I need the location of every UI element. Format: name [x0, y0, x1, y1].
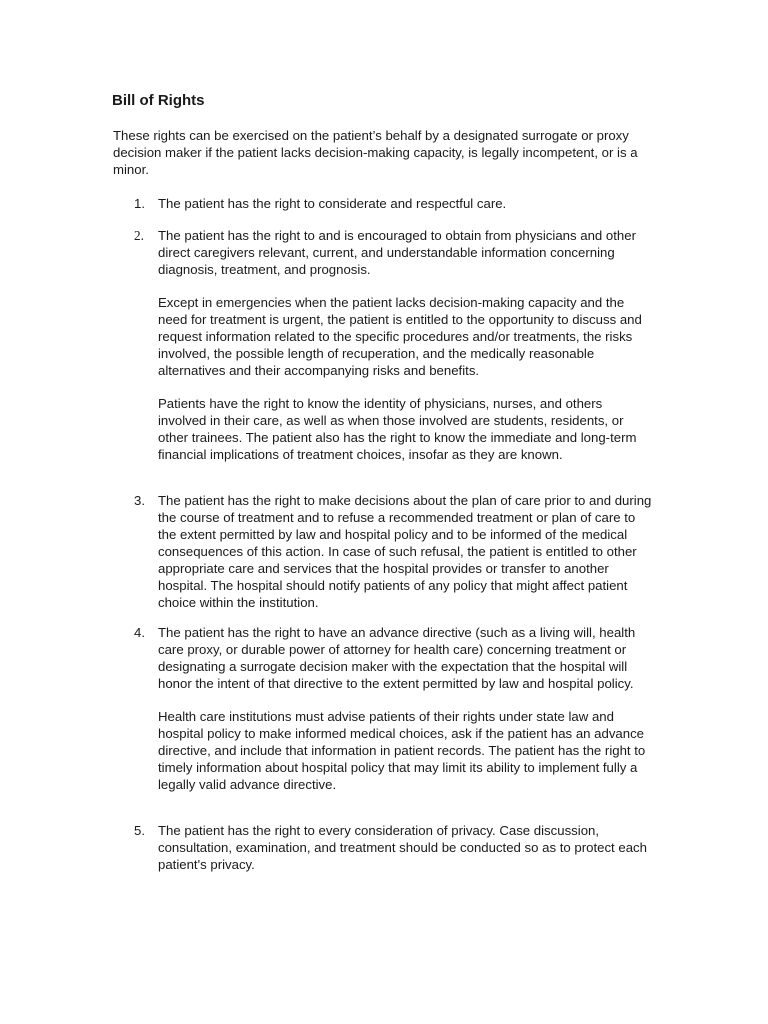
list-item-1: [134, 195, 654, 212]
list-item-number: 1.: [134, 196, 145, 211]
list-item-number: 5.: [134, 823, 145, 838]
list-item-number: 2.: [134, 228, 144, 243]
list-item-number: 3.: [134, 493, 145, 508]
list-item-paragraph: The patient has the right to every consideration of privacy. Case discussion, consultation, examination, and treatment should be conducted so as to protect each patient's privacy.: [158, 823, 647, 872]
page-title: Bill of Rights: [112, 92, 205, 109]
list-item-paragraph: The patient has the right to have an advance directive (such as a living will, health care proxy, or durable power of attorney for health care) concerning treatment or designating a surrogate decision maker with the expectation that the hospital will honor the intent of that directive to the extent permitted by law and hospital policy.: [158, 625, 636, 691]
list-item-4: [134, 624, 654, 793]
intro-paragraph: These rights can be exercised on the patient’s behalf by a designated surrogate or proxy decision maker if the patient lacks decision-making capacity, is legally incompetent, or is a minor.: [113, 128, 638, 177]
list-item-5: [134, 822, 654, 873]
list-item-paragraph: Health care institutions must advise patients of their rights under state law and hospital policy to make informed medical choices, ask if the patient has an advance directive, and include that information in patient records. The patient has the right to timely information about hospital policy that may limit its ability to implement fully a legally valid advance directive.: [158, 709, 646, 792]
list-item-paragraph: The patient has the right to considerate and respectful care.: [158, 196, 507, 211]
list-item-number: 4.: [134, 625, 145, 640]
list-item-2: [134, 227, 654, 463]
list-item-paragraph: Patients have the right to know the identity of physicians, nurses, and others involved in their care, as well as when those involved are students, residents, or other trainees. The patient also has the right to know the immediate and long-term financial implications of treatment choices, insofar as they are known.: [158, 396, 637, 462]
list-item-paragraph: The patient has the right to make decisions about the plan of care prior to and during the course of treatment and to refuse a recommended treatment or plan of care to the extent permitted by law and hospital policy and to be informed of the medical consequences of this action. In case of such refusal, the patient is entitled to other appropriate care and services that the hospital provides or transfer to another hospital. The hospital should notify patients of any policy that might affect patient choice within the institution.: [158, 493, 652, 610]
list-item-3: [134, 492, 654, 611]
list-item-paragraph: The patient has the right to and is encouraged to obtain from physicians and other direct caregivers relevant, current, and understandable information concerning diagnosis, treatment, and prognosis.: [158, 228, 636, 277]
list-item-paragraph: Except in emergencies when the patient lacks decision-making capacity and the need for treatment is urgent, the patient is entitled to the opportunity to discuss and request information related to the specific procedures and/or treatments, the risks involved, the possible length of recuperation, and the medically reasonable alternatives and their accompanying risks and benefits.: [158, 295, 642, 378]
